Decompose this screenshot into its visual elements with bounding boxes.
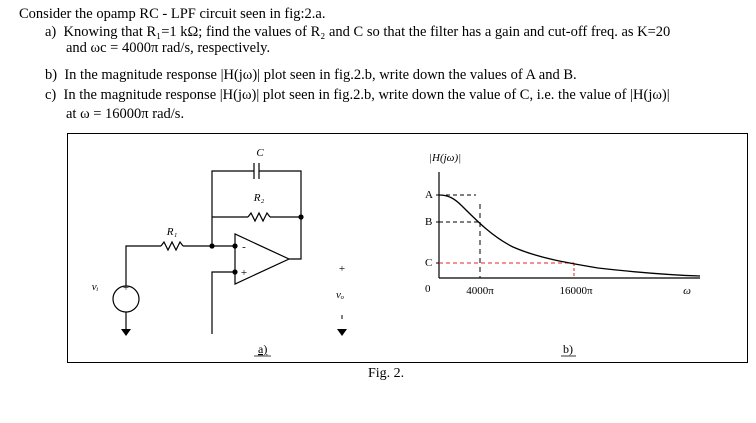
level-b-label: B (425, 216, 433, 228)
level-c-label: C (425, 257, 433, 269)
r2-label: R₂ (253, 192, 265, 204)
r1-label: R₁ (166, 226, 178, 238)
sublabel-a: a) (258, 342, 268, 356)
output-junction-dot (298, 214, 303, 219)
figure-caption: Fig. 2. (368, 366, 405, 381)
figure-box (67, 133, 748, 363)
input-wire (126, 246, 161, 286)
magnitude-curve (439, 195, 700, 276)
xtick-16000pi: 16000π (559, 285, 593, 297)
feedback-wire-right (259, 171, 301, 246)
output-plus-label: + (338, 263, 346, 275)
magnitude-plot (425, 152, 700, 356)
plot-ylabel: |H(jω)| (429, 152, 462, 164)
opamp-minus-label: - (242, 241, 246, 253)
part-a-line2: and ωc = 4000π rad/s, respectively. (66, 40, 271, 56)
xtick-4000pi: 4000π (466, 285, 494, 297)
plot-xlabel: ω (683, 285, 691, 297)
part-c-line1: c) In the magnitude response |H(jω)| plot seen in fig.2.b, write down the value of C, i.e. the value of |H(jω)| (45, 87, 670, 103)
capacitor-label: C (256, 147, 264, 159)
noninverting-dot (232, 269, 237, 274)
part-a-line1: a) Knowing that R₁=1 kΩ; find the values of R₂ and C so that the filter has a gain and cut-off freq. as K=20 (45, 24, 671, 40)
r2-resistor (248, 213, 270, 221)
vin-label: vᵢ (91, 281, 99, 293)
inverting-dot (232, 243, 237, 248)
part-c-line2: at ω = 16000π rad/s. (66, 106, 185, 122)
r1-resistor (161, 242, 183, 250)
noninverting-ground-wire (212, 272, 235, 334)
opamp-plus-label: + (240, 267, 248, 279)
output-ground-arrow (337, 329, 347, 336)
source-ground-arrow (121, 329, 131, 336)
source-plus-label: + (122, 282, 130, 294)
level-a-label: A (425, 189, 433, 201)
output-wire (289, 246, 301, 259)
figure-svg (68, 134, 749, 364)
sublabel-b: b) (563, 342, 573, 356)
level-zero-label: 0 (425, 283, 431, 295)
vout-label: vₒ (335, 289, 345, 301)
feedback-wire-left (212, 171, 254, 217)
junction-dot (209, 243, 214, 248)
part-b-line1: b) In the magnitude response |H(jω)| plot seen in fig.2.b, write down the values of A and B. (45, 67, 577, 83)
question-title: Consider the opamp RC - LPF circuit seen in fig:2.a. (19, 6, 326, 22)
opamp-circuit (113, 163, 301, 334)
